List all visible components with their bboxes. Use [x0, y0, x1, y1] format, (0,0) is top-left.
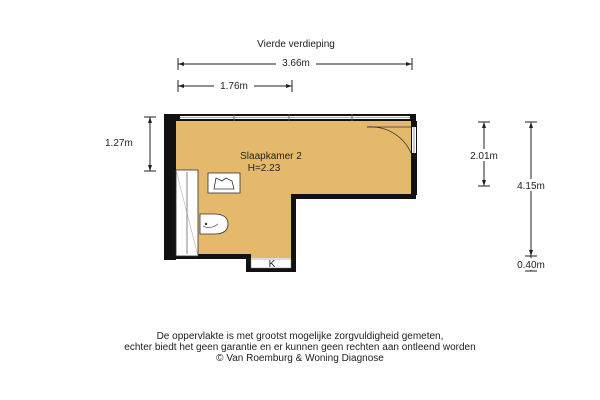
dimension-right-upper	[462, 122, 506, 186]
sink-icon	[200, 214, 228, 234]
dimension-partial-width	[178, 79, 292, 92]
right-total-label: 4.15m	[517, 181, 545, 192]
wardrobe	[176, 170, 198, 256]
right-lower-label: 0.40m	[517, 260, 545, 271]
disclaimer-line-2: echter biedt het geen garantie en er kunnen geen rechten aan ontleend worden	[124, 342, 476, 353]
right-upper-label: 2.01m	[470, 151, 498, 162]
left-height-label: 1.27m	[105, 138, 133, 149]
partial-width-label: 1.76m	[220, 81, 248, 92]
disclaimer-line-1: De oppervlakte is met grootst mogelijke zorgvuldigheid gemeten,	[156, 331, 444, 342]
dimension-total-width	[178, 56, 412, 70]
dimension-right-total	[509, 122, 553, 256]
room-height: H=2.23	[247, 163, 281, 174]
desk-icon	[208, 173, 240, 193]
room-name: Slaapkamer 2	[240, 151, 302, 162]
dimension-left-height	[105, 117, 156, 171]
closet-label: K	[268, 259, 276, 270]
disclaimer-line-3: © Van Roemburg & Woning Diagnose	[216, 353, 384, 364]
total-width-label: 3.66m	[282, 58, 310, 69]
dimension-right-lower	[509, 256, 553, 271]
floor-title: Vierde verdieping	[257, 39, 335, 50]
